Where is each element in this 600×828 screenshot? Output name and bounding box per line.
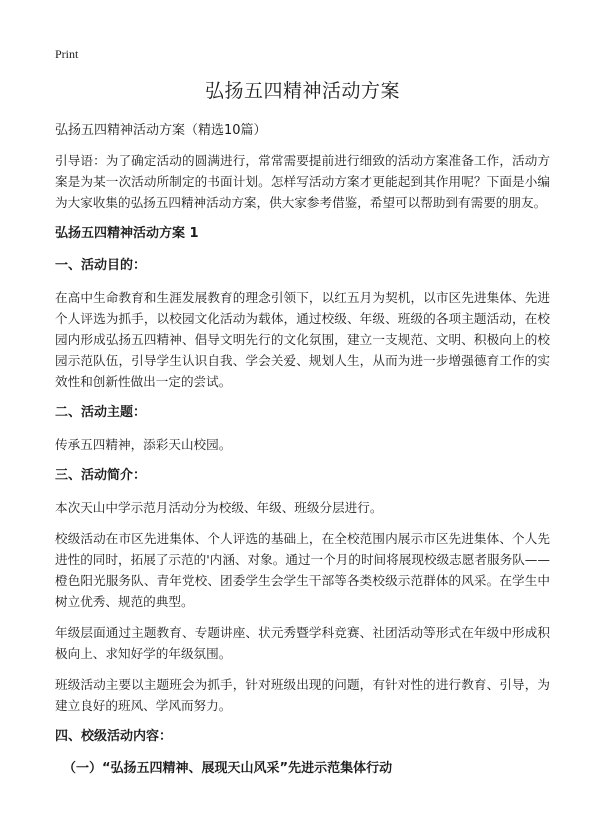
heading-theme: 二、活动主题： bbox=[55, 405, 147, 420]
paragraph-purpose: 在高中生命教育和生涯发展教育的理念引领下，以红五月为契机，以市区先进集体、先进个人评选为抓手，以校园文化活动为载体，通过校级、年级、班级的各项主题活动，在校园内形成弘扬五四精神、倡导文明先行的文化氛围，建立一支规范、文明、积极向上的校园示范队伍，引导学生认识自我、学会关爱、规划人生，从而为进一步增强德育工作的实效性和创新性做出一定的尝试。 bbox=[55, 290, 550, 389]
paragraph-summary-3: 年级层面通过主题教育、专题讲座、状元秀暨学科竞赛、社团活动等形式在年级中形成积极向上、求知好学的年级氛围。 bbox=[55, 625, 550, 661]
paragraph-summary-2: 校级活动在市区先进集体、个人评选的基础上，在全校范围内展示市区先进集体、个人先进性的同时，拓展了示范的'内涵、对象。通过一个月的时间将展现校级志愿者服务队——橙色阳光服务队、青年党校、团委学生会学生干部等各类校级示范群体的风采。在学生中树立优秀、规范的典型。 bbox=[55, 531, 550, 609]
section-title: 弘扬五四精神活动方案 1 bbox=[55, 226, 199, 241]
document-subtitle: 弘扬五四精神活动方案（精选10篇） bbox=[55, 123, 267, 138]
print-link[interactable]: Print bbox=[55, 47, 79, 61]
heading-school-activities: 四、校级活动内容： bbox=[55, 729, 173, 744]
document-body bbox=[55, 76, 550, 790]
heading-purpose: 一、活动目的： bbox=[55, 258, 147, 273]
heading-summary: 三、活动简介： bbox=[55, 468, 147, 483]
paragraph-theme: 传承五四精神，添彩天山校园。 bbox=[55, 437, 232, 452]
document-title: 弘扬五四精神活动方案 bbox=[204, 80, 400, 102]
intro-paragraph: 引导语：为了确定活动的圆满进行，常常需要提前进行细致的活动方案准备工作，活动方案是为某一次活动所制定的书面计划。怎样写活动方案才更能起到其作用呢？下面是小编为大家收集的弘扬五四精神活动方案，供大家参考借鉴，希望可以帮助到有需要的朋友。 bbox=[55, 153, 550, 210]
paragraph-summary-1: 本次天山中学示范月活动分为校级、年级、班级分层进行。 bbox=[55, 500, 383, 515]
heading-subsection-1: （一）“弘扬五四精神、展现天山风采”先进示范集体行动 bbox=[63, 761, 393, 776]
paragraph-summary-4: 班级活动主要以主题班会为抓手，针对班级出现的问题，有针对性的进行教育、引导，为建立良好的班风、学风而努力。 bbox=[55, 677, 550, 713]
